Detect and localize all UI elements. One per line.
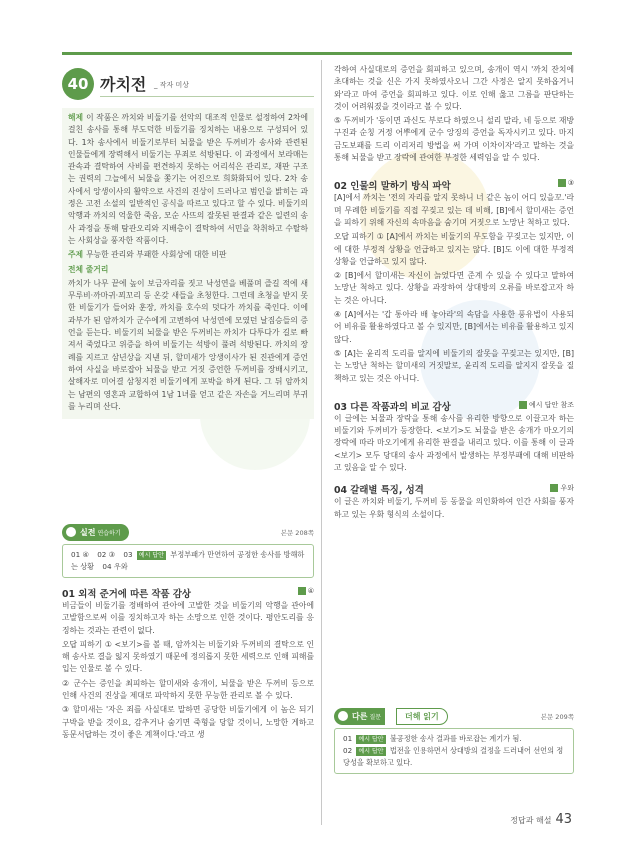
work-author: _ 작자 미상 <box>154 81 189 89</box>
theme-paragraph <box>68 112 308 247</box>
header-underline <box>100 96 314 97</box>
column-divider <box>321 60 322 825</box>
work-number-badge: 40 <box>62 68 94 100</box>
section-title-text: 01 외적 준거에 따른 작품 감상 <box>62 589 191 600</box>
subject-paragraph <box>68 249 308 261</box>
other-answer-line <box>343 745 565 769</box>
section-answer-badge: 우와 <box>550 483 574 493</box>
section-title <box>334 482 574 496</box>
answer-num: 02 <box>97 550 107 559</box>
theme-text: 이 작품은 까치와 비둘기를 선악의 대조적 인물로 설정하여 2차에 걸친 송사를 통해 부도덕한 비둘기를 징치하는 내용으로 구성되어 있다. 1차 송사에서 비둘기로부터 뇌물을 받은 두꺼비가 송사와 관련된 인물들에게 장력해서 비둘기는 무죄로 석방된다. 이 과정에서 보라매는 관속과 결탁하여 사비를 편견하지 못하는 어리석은 관리로, 재판 구조는 권력의 그늘에서 뇌물을 쫓기는 어진으로 희화화되어 있다. 2차 송사에서 앙생이사의 활약으로 사건의 진상이 드러나고 범인을 밝히는 과정은 고전 소설의 일반적인 공식을 따르고 있다고 할 수 있다. 비둘기의 악행과 까치의 억울한 죽음, 모순 사뜨의 잘못된 판결과 같은 일련의 송사 과정을 통해 탐관오리와 지배층이 결탁하여 서민을 착취하고 수탈하는 사회상을 풍자한 작품이다. <box>68 113 308 245</box>
pill-dot-icon <box>66 527 76 537</box>
continued-paragraph: ⑤ 두꺼비가 '동이면 과신도 부로다 하였으니 설리 말라, 네 등으로 재방 구진과 순칭 거정 어뿌에게 군수 앙징의 증언을 독자시키고 있다. 마지 금도보패를 드리 이리저리 방법을 써 가며 이차이자'라고 말하는 것을 통해 뇌물을 받고 장락에 관여한 부정한 세력임을 알 수 있다. <box>334 116 574 163</box>
continued-paragraph: 각하여 사실대로의 증언을 회피하고 있으며, 송개이 역시 '까치 잔치에 초대하는 것을 신은 가지 못하였사오니 그간 사정은 알지 못하옵거니와'라고 마여 증언을 회피하고 있다. 이로 인해 옳고 그름을 판단하는 것이 어려워졌을 것이라고 볼 수 있다. <box>334 65 574 111</box>
answer-mark: 우와 <box>113 562 128 571</box>
section-answer-badge: ④ <box>298 587 314 595</box>
answer-num: 02 <box>343 746 353 755</box>
answer-mark: ④ <box>82 550 89 559</box>
explanation-paragraph: 비금들이 비둘기를 정배하여 관아에 고발한 것을 비둘기의 악행을 관아에 고발함으로써 이를 징치하고자 하는 소망으로 인한 것이다. 평안도리를 응징하는 것과는 관련이 없다. <box>62 601 314 635</box>
explanation-paragraph: [A]에서 까치는 '전의 자리를 알지 못하니 너 같은 놈이 어디 있을꼬.'라며 무례한 비둘기를 직접 꾸짖고 있는 데 비해, [B]에서 할미새는 증언을 피하기 위해 자신의 속마음을 숨기며 거짓으로 노망난 척하고 있다. <box>334 193 574 227</box>
page-footer <box>510 812 572 827</box>
left-column <box>62 64 314 419</box>
page-number: 43 <box>555 812 572 827</box>
practice-answer-box <box>62 544 314 578</box>
section-title-text: 02 인물의 말하기 방식 파악 <box>334 181 451 193</box>
other-sublabel: 질문 <box>369 714 382 721</box>
other-page-ref: 본문 209쪽 <box>540 713 574 721</box>
practice-section <box>62 524 314 741</box>
explanation-paragraph: 오답 피하기 ① [A]에서 까치는 비둘기의 무도함을 꾸짖고는 있지만, 이에 대한 부정적 상황을 언급하고 있지는 않다. [B]도 이에 대한 부정적 상황을 언급하고 있지 않다. <box>334 232 574 266</box>
pill-dot-icon <box>338 711 348 721</box>
section-answer-badge: ③ <box>558 179 574 187</box>
work-header <box>62 64 314 104</box>
answer-text: 불공정한 송사 결과를 바로잡는 계기가 됨. <box>389 734 522 743</box>
answer-num: 01 <box>71 550 81 559</box>
explanation-paragraph: 오답 피하기 ① <보기>를 볼 때, 암까치는 비둘기와 두꺼비의 결탁으로 인해 송사로 결을 잃지 못하였기 때문에 정의롭지 못한 세력으로 인해 피해를 입는 인물로 볼 수 있다. <box>62 639 314 674</box>
plot-paragraph: 까치가 나무 끝에 높이 보금자리를 짓고 낙성연을 베풀며 즐길 적에 새무루비·까마귀·꾀꼬리 등 온갖 새들을 초청한다. 그런데 초청을 받지 못한 비둘기가 들어와 훈장, 까치를 호수의 덧다가 까치를 죽인다. 이에 과부가 된 암까치가 군수에게 고변하여 낙성연에 모였던 날짐승들의 증언을 듣는다. 비둘기의 뇌물을 받은 두꺼비는 까치가 다투다가 길로 빠져서 죽었다고 위증을 하여 비둘기는 석방이 풀려 석방된다. 까치의 장례를 지르고 삼년상을 지낸 뒤, 할미새가 앙생이사가 된 진관에게 증언하여 사실을 바로잡아 뇌물을 받고 거짓 증언한 두꺼비를 장배시키고, 살해자로 미어결 삼청지전 비둘기에게 포박을 하게 된다. 그 뒤 암까치는 남편의 영혼과 교합하여 1남 1녀를 얻고 같은 자손을 거느리며 부귀를 누리며 산다. <box>68 278 308 411</box>
section-title <box>62 586 314 600</box>
section-title-text: 03 다른 작품과의 비교 감상 <box>334 401 451 413</box>
explanation-paragraph: ② 군수는 증인을 최피하는 할미새와 송개이, 뇌물을 받은 두꺼비 등으로 인해 사건의 진상을 제대로 파악하지 못한 무능한 관리로 볼 수 있다. <box>62 678 314 701</box>
section-title-text: 04 갈래별 특징, 성격 <box>334 485 424 497</box>
other-questions-section <box>334 708 574 774</box>
practice-page-ref: 본문 208쪽 <box>280 529 314 537</box>
answer-mark: ③ <box>108 550 116 559</box>
explanation-paragraph: ④ [A]에서는 '갑 통아라 배 놓아라'의 속담을 사용한 풍유법이 사용되어 비유를 활용하였다고 볼 수 있지만, [B]에서는 비유를 활용하고 있지 않다. <box>334 310 574 344</box>
answer-tag: 예시 답안 <box>358 736 384 743</box>
answer-text: 법전을 인용하면서 상대방의 결정을 드러내어 선언의 정당성을 확보하고 있다. <box>343 746 564 767</box>
answer-num: 01 <box>343 734 353 743</box>
answer-num: 03 <box>123 550 133 559</box>
theme-label: 해제 <box>68 113 84 122</box>
practice-answers-line <box>71 549 305 573</box>
top-rule <box>62 52 572 55</box>
other-header <box>334 708 574 726</box>
explanation-paragraph: ② [B]에서 할미새는 자신이 늙었다면 준계 수 있을 수 있다고 말하여 노망난 척하고 있다. 상황을 과장하여 상대방의 오류를 바로잡고자 하는 것은 아니다. <box>334 271 574 305</box>
explanation-paragraph: ⑤ [A]는 윤리적 도리를 알지에 비둘기의 잘못을 꾸짖고는 있지만, [B]는 노망난 척하는 할미새의 거짓말로, 윤리적 도리를 알지지 잘못을 질책하고 있는 것은 아니다. <box>334 348 574 383</box>
answer-square-icon <box>558 179 566 187</box>
plot-label: 전체 줄거리 <box>68 264 109 274</box>
explanation-paragraph: 이 글에는 뇌물과 장락을 통해 송사를 유리한 방향으로 이끌고자 하는 비둘기와 두꺼비가 등장한다. <보기>도 뇌물을 받은 송개가 마오기의 장락에 따라 마오기에게 유리한 판결을 내리고 있다. 이를 통해 이 글과 <보기> 모두 당대의 송사 과정에서 발생하는 부정부패에 대해 비판하고 있음을 알 수 있다. <box>334 413 574 473</box>
answer-tag: 예시 답안 <box>358 748 384 755</box>
other-label: 다른 <box>352 712 368 721</box>
explanation-paragraph: ③ 할미새는 '자은 죄를 사실대로 말하면 공당한 비둘기에게 이 놈은 되기 구박을 받을 것이요, 감추거나 숨기면 죽형을 당할 것이니, 노망한 게하고 동문서답하는 것이 좋은 계책이다.'라고 생 <box>62 705 314 739</box>
footer-label: 정답과 해설 <box>510 816 552 825</box>
work-title: 까치전 <box>100 75 147 94</box>
other-answer-line <box>343 733 565 745</box>
practice-label: 실전 <box>80 528 96 537</box>
subject-label: 주제 <box>68 250 84 260</box>
answer-text: 부정부패가 만연하여 공정한 송사를 방해하는 상황 <box>71 550 305 571</box>
section-title <box>334 178 574 192</box>
plot-label-line <box>68 264 308 276</box>
section-title <box>334 399 574 413</box>
answer-square-icon <box>298 587 306 595</box>
practice-sublabel: 연습하기 <box>97 530 121 537</box>
other-answer-box <box>334 728 574 774</box>
right-column <box>334 64 574 521</box>
other-pill <box>334 708 385 725</box>
practice-pill <box>62 524 129 541</box>
summary-box <box>62 108 314 419</box>
answer-square-icon <box>519 401 527 409</box>
subject-text: 무능한 관리와 부패한 사회상에 대한 비판 <box>86 250 227 260</box>
practice-header <box>62 524 314 542</box>
explanation-paragraph: 이 글은 까치와 비둘기, 두꺼비 등 동물을 의인화하여 인간 사회를 풍자하고 있는 우화 형식의 소설이다. <box>334 497 574 519</box>
answer-num: 04 <box>102 562 112 571</box>
other-pill-secondary: 더해 읽기 <box>396 708 448 725</box>
answer-tag: 예시 답안 <box>138 552 164 559</box>
answer-square-icon <box>550 484 558 492</box>
section-answer-badge: 예시 답안 참조 <box>519 400 574 410</box>
